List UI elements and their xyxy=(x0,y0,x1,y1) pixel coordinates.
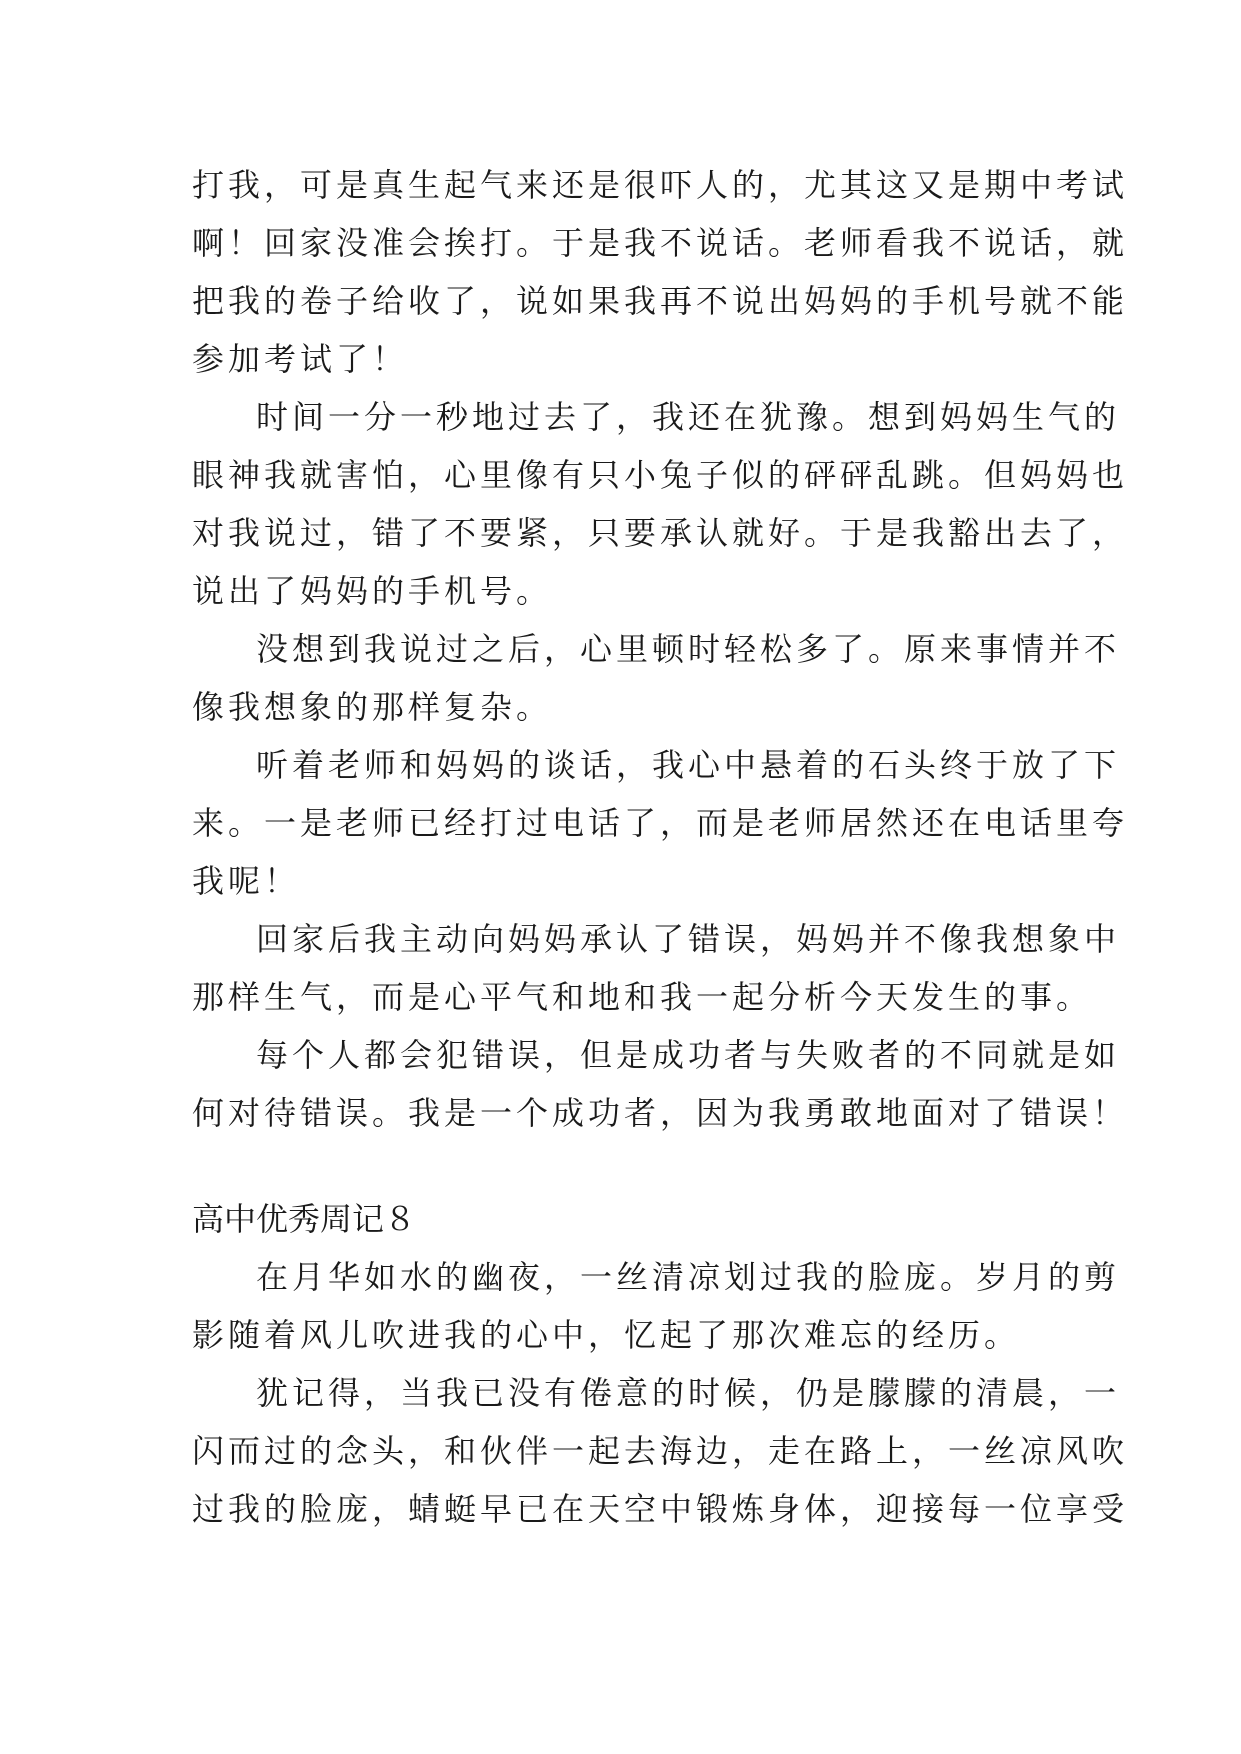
section-heading: 高中优秀周记８ xyxy=(192,1200,417,1238)
paragraph-first-line: 没想到我说过之后，心里顿时轻松多了。原来事情并不 xyxy=(256,630,1121,668)
text-line: 我呢！ xyxy=(192,862,301,900)
paragraph-first-line: 犹记得，当我已没有倦意的时候，仍是朦朦的清晨，一 xyxy=(256,1374,1121,1412)
paragraph-first-line: 听着老师和妈妈的谈话，我心中悬着的石头终于放了下 xyxy=(256,746,1121,784)
text-line: 来。一是老师已经打过电话了，而是老师居然还在电话里夸 xyxy=(192,804,1129,842)
text-line: 啊！回家没准会挨打。于是我不说话。老师看我不说话，就 xyxy=(192,224,1129,262)
text-line: 何对待错误。我是一个成功者，因为我勇敢地面对了错误！ xyxy=(192,1094,1129,1132)
section-spacer xyxy=(192,1142,1050,1190)
text-line: 打我，可是真生起气来还是很吓人的，尤其这又是期中考试 xyxy=(192,166,1129,204)
text-line: 像我想象的那样复杂。 xyxy=(192,688,553,726)
paragraph-first-line: 在月华如水的幽夜，一丝清凉划过我的脸庞。岁月的剪 xyxy=(256,1258,1121,1296)
text-line: 参加考试了！ xyxy=(192,340,409,378)
paragraph-first-line: 回家后我主动向妈妈承认了错误，妈妈并不像我想象中 xyxy=(256,920,1121,958)
text-line: 闪而过的念头，和伙伴一起去海边，走在路上，一丝凉风吹 xyxy=(192,1432,1129,1470)
text-line: 眼神我就害怕，心里像有只小兔子似的砰砰乱跳。但妈妈也 xyxy=(192,456,1129,494)
text-line: 那样生气，而是心平气和地和我一起分析今天发生的事。 xyxy=(192,978,1093,1016)
text-line: 影随着风儿吹进我的心中，忆起了那次难忘的经历。 xyxy=(192,1316,1021,1354)
text-line: 过我的脸庞，蜻蜓早已在天空中锻炼身体，迎接每一位享受 xyxy=(192,1490,1129,1528)
text-line: 对我说过，错了不要紧，只要承认就好。于是我豁出去了， xyxy=(192,514,1129,552)
paragraph-first-line: 每个人都会犯错误，但是成功者与失败者的不同就是如 xyxy=(256,1036,1121,1074)
document-body xyxy=(192,156,1129,1538)
text-line: 说出了妈妈的手机号。 xyxy=(192,572,553,610)
text-line: 把我的卷子给收了，说如果我再不说出妈妈的手机号就不能 xyxy=(192,282,1129,320)
paragraph-first-line: 时间一分一秒地过去了，我还在犹豫。想到妈妈生气的 xyxy=(256,398,1121,436)
